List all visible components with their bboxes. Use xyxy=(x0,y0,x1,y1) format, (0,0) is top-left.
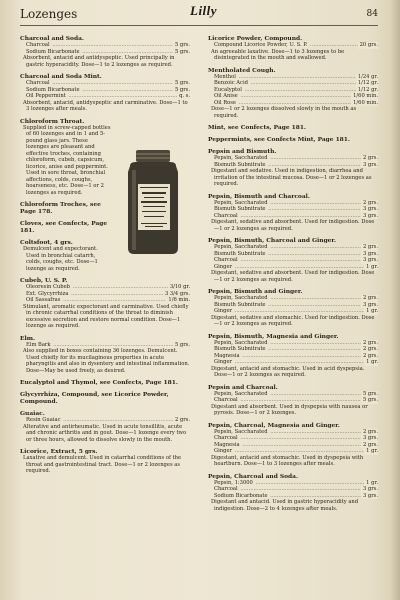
entry-title: Pepsin and Charcoal. xyxy=(208,383,278,391)
ingredient-row xyxy=(20,80,190,87)
ingredient-name: Magnesia xyxy=(214,352,240,359)
ingredient-name: Ginger xyxy=(214,448,233,454)
ingredient-row xyxy=(208,397,378,404)
page-header xyxy=(20,3,378,26)
ingredient-amount: 2 grs. xyxy=(362,199,378,206)
entry-description: Digestant, antacid and stomachic. Used in dyspepsia with heartburn. Dose—1 to 3 lozenges after meals. xyxy=(211,454,364,467)
ingredient-amount: 5 grs. xyxy=(174,341,190,348)
entry-title: Pepsin, Bismuth and Ginger. xyxy=(208,288,303,295)
ingredient-name: Oil Rose xyxy=(214,99,236,106)
entry-title: Pepsin and Bismuth. xyxy=(208,148,277,155)
entry xyxy=(20,73,190,113)
entry-title: Coltsfoot, 4 grs. xyxy=(20,239,73,246)
ingredient-name: Ext. Glycyrrhiza xyxy=(26,290,69,297)
entry-description: Also supplied in boxes containing 36 lozenges. Demulcent. Used chiefly for its mucilaginous properties in acute pharyngitis and also in dysentery and intestinal inflammation. Dose—May be used freely, as desired. xyxy=(23,348,190,374)
entry xyxy=(208,384,378,417)
right-column xyxy=(208,30,378,512)
ingredient-amount: 3 grs. xyxy=(362,492,378,499)
ingredient-amount: 5 grs. xyxy=(362,390,378,397)
ingredient-amount: 1/12 gr. xyxy=(357,80,378,86)
ingredient-name: Pepsin, Saccharated xyxy=(214,428,268,435)
ingredient-name: Charcoal xyxy=(214,257,238,263)
entry-title: Mint, see Confects, Page 181. xyxy=(208,124,306,131)
ingredient-name: Eucalyptol xyxy=(214,86,242,93)
ingredient-name: Bismuth Subnitrate xyxy=(214,206,266,212)
ingredient-row xyxy=(20,417,190,424)
ingredient-name: Pepsin, Saccharated xyxy=(214,295,268,301)
ingredient-name: Charcoal xyxy=(26,42,50,48)
entry-description: Digestant and antacid. Used in gastric hyperacidity and indigestion. Dose—2 to 4 lozenges after meals. xyxy=(211,499,359,512)
ingredient-amount: 1/60 min. xyxy=(353,99,378,106)
ingredient-amount: 2 grs. xyxy=(362,346,378,352)
entry xyxy=(208,333,378,379)
entry-description: Dose—1 or 2 lozenges dissolved slowly in the mouth as required. xyxy=(211,106,357,119)
ingredient-name: Magnesia xyxy=(214,441,240,448)
entry xyxy=(20,335,190,375)
ingredient-row xyxy=(208,448,378,455)
ingredient-name: Ginger xyxy=(214,263,233,270)
entry-title: Eucalyptol and Thymol, see Confects, Page 181. xyxy=(20,379,178,386)
ingredient-row xyxy=(208,308,378,315)
ingredient-name: Menthol xyxy=(214,73,236,80)
entry-title: Chloroform Throat. xyxy=(20,117,85,125)
ingredient-name: Sodium Bicarbonate xyxy=(26,86,80,93)
ingredient-name: Oil Anise xyxy=(214,93,238,99)
ingredient-row xyxy=(20,93,190,100)
ingredient-amount: 3 grs. xyxy=(362,486,378,492)
entry-title: Chloroform Troches, see Page 178. xyxy=(20,201,101,215)
ingredient-name: Resin Guaiac xyxy=(26,417,61,423)
entry-description: Absorbent, antacid and antidyspeptic. Used principally in gastric hyperacidity. Dose—1 to 2 lozenges as required. xyxy=(23,55,175,68)
entry-description: Digestant, sedative and stomachic. Used for indigestion. Dose—1 or 2 lozenges as required. xyxy=(211,314,375,327)
entry xyxy=(20,448,190,475)
entry-description: Digestant, sedative and absorbent. Used for indigestion. Dose—1 or 2 lozenges as required. xyxy=(211,219,375,232)
ingredient-name: Pepsin, Saccharated xyxy=(214,155,268,161)
ingredient-amount: 5 grs. xyxy=(174,86,190,93)
ingredient-amount: 3 grs. xyxy=(362,250,378,257)
ingredient-name: Bismuth Subnitrate xyxy=(214,250,266,257)
entry-description: Demulcent and expectorant. Used in bronchial catarrh, colds, coughs, etc. Dose—1 lozenge as required. xyxy=(23,246,98,272)
entry-title: Pepsin, Bismuth and Charcoal. xyxy=(208,192,310,200)
ingredient-amount: 3 grs. xyxy=(362,206,378,212)
ingredient-name: Bismuth Subnitrate xyxy=(214,346,266,352)
ingredient-name: Oleoresin Cubeb xyxy=(26,284,70,290)
entry-description: An agreeable laxative. Dose—1 to 3 lozenges to be disintegrated in the mouth and swallowed. xyxy=(211,48,345,61)
entry-title: Charcoal and Soda Mint. xyxy=(20,73,102,80)
ingredient-amount: 2 grs. xyxy=(362,295,378,301)
ingredient-amount: 1 gr. xyxy=(366,263,378,270)
ingredient-name: Benzoic Acid xyxy=(214,80,248,86)
entry-description: Laxative and demulcent. Used in catarrhal conditions of the throat and gastrointestinal tract. Dose—1 or 2 lozenges as required. xyxy=(23,455,182,474)
entry xyxy=(20,239,112,272)
ingredient-row xyxy=(208,346,378,353)
entry-title: Pepsin, Bismuth, Charcoal and Ginger. xyxy=(208,237,337,244)
ingredient-amount: 2 grs. xyxy=(362,339,378,346)
ingredient-row xyxy=(208,435,378,442)
entry-description: Digestant and sedative. Used in indigestion, diarrhea and irritation of the intestinal mucosa. Dose—1 or 2 lozenges as required. xyxy=(211,168,372,187)
entry-title: Cubeb, U. S. P. xyxy=(20,277,68,284)
page-number: 84 xyxy=(366,9,378,19)
ingredient-amount: 3 grs. xyxy=(362,301,378,308)
ingredient-amount: 1/6 min. xyxy=(168,297,190,303)
ingredient-amount: 5 grs. xyxy=(174,80,190,86)
ingredient-row xyxy=(208,295,378,302)
ingredient-name: Charcoal xyxy=(26,80,50,86)
ingredient-amount: 5 grs. xyxy=(174,48,190,55)
ingredient-row xyxy=(208,486,378,493)
ingredient-amount: 1/60 min. xyxy=(353,93,378,99)
section-title: Lozenges xyxy=(20,7,78,21)
ingredient-row xyxy=(208,42,378,49)
entry-description: Absorbent, antacid, antidyspeptic and carminative. Dose—1 to 3 lozenges after meals. xyxy=(23,99,188,112)
ingredient-amount: 5 grs. xyxy=(174,42,190,48)
entry-description: Alterative and antirheumatic. Used in acute tonsillitis, acute and chronic arthritis and in gout. Dose—1 lozenge every two or three hours, allowed to dissolve slowly in the mouth. xyxy=(23,423,187,443)
ingredient-name: Ginger xyxy=(214,308,233,314)
entry-title: Pepsin, Charcoal, Magnesia and Ginger. xyxy=(208,421,340,429)
ingredient-amount: 3 grs. xyxy=(362,161,378,168)
entry xyxy=(20,201,112,215)
entry xyxy=(20,379,190,386)
lozenge-bottle-image xyxy=(116,148,190,256)
ingredient-row xyxy=(20,42,190,49)
ingredient-amount: 3 grs. xyxy=(362,212,378,219)
entry-title: Cloves, see Confects, Page 181. xyxy=(20,220,108,234)
ingredient-amount: 1/12 gr. xyxy=(357,86,378,93)
bottle-cap xyxy=(136,150,170,162)
entry-title: Mentholated Cough. xyxy=(208,66,276,74)
ingredient-row xyxy=(208,244,378,251)
entry-title: Charcoal and Soda. xyxy=(20,35,84,42)
entry xyxy=(20,35,190,68)
ingredient-name: Bismuth Subnitrate xyxy=(214,301,266,308)
ingredient-row xyxy=(208,359,378,366)
entry xyxy=(208,67,378,120)
ingredient-row xyxy=(208,206,378,213)
ingredient-name: Oil Sassafras xyxy=(26,297,61,303)
ingredient-name: Sodium Bicarbonate xyxy=(214,492,268,499)
entry xyxy=(20,410,190,443)
ingredient-amount: 3/10 gr. xyxy=(169,284,190,290)
ingredient-name: Sodium Bicarbonate xyxy=(26,48,80,55)
entry-title: Pepsin, Charcoal and Soda. xyxy=(208,472,299,480)
ingredient-name: Elm Bark xyxy=(26,341,51,348)
ingredient-amount: 1 gr. xyxy=(366,308,378,314)
ingredient-name: Pepsin, 1:3000 xyxy=(214,479,253,486)
ingredient-name: Compound Licorice Powder, U. S. P. xyxy=(214,42,308,48)
ingredient-amount: 2 grs. xyxy=(362,428,378,435)
ingredient-name: Pepsin, Saccharated xyxy=(214,390,268,397)
entry-title: Guaiac. xyxy=(20,410,45,417)
entry xyxy=(208,193,378,233)
ingredient-amount: 2 grs. xyxy=(362,244,378,250)
ingredient-amount: 5 grs. xyxy=(362,397,378,403)
entry xyxy=(208,288,378,328)
entry-description: Digestant, antacid and stomachic. Used in acid dyspepsia. Dose—1 or 2 lozenges as required. xyxy=(211,365,365,378)
ingredient-name: Pepsin, Saccharated xyxy=(214,199,268,206)
ingredient-name: Charcoal xyxy=(214,486,238,492)
ingredient-amount: q. s. xyxy=(179,93,190,99)
ingredient-amount: 2 grs. xyxy=(174,417,190,423)
entry-title: Peppermints, see Confects Mint, Page 181. xyxy=(208,136,350,143)
entry xyxy=(208,136,378,143)
entry-title: Glycyrrhiza, Compound, see Licorice Powder, Compound. xyxy=(20,391,169,405)
ingredient-amount: 1/24 gr. xyxy=(357,73,378,80)
entry xyxy=(208,35,378,62)
entry-description: Stimulant, aromatic expectorant and carminative. Used chiefly in chronic catarrhal conditions of the throat to diminish excessive secretion and restore normal condition. Dose—1 lozenge as required. xyxy=(23,303,189,329)
ingredient-amount: 20 grs. xyxy=(359,42,378,48)
ingredient-name: Oil Peppermint xyxy=(26,93,66,99)
entry-title: Licorice, Extract, 5 grs. xyxy=(20,448,98,455)
ingredient-amount: 3 grs. xyxy=(362,257,378,263)
entry xyxy=(20,277,190,330)
ingredient-amount: 1 gr. xyxy=(366,448,378,454)
ingredient-amount: 1 gr. xyxy=(366,359,378,365)
ingredient-name: Bismuth Subnitrate xyxy=(214,161,266,168)
entry xyxy=(208,237,378,283)
entry-title: Licorice Powder, Compound. xyxy=(208,35,303,42)
entry xyxy=(208,473,378,513)
ingredient-amount: 3 grs. xyxy=(362,435,378,441)
entry-description: Supplied in screw-capped bottles of 60 lozenges and in 1 and 5-pound glass jars. These lozenges are pleasant and effective troches, containing chloroform, cubeb, capsicum, licorice, anise and peppermint. Used in sore throat, bronchial affections, colds, coughs, hoarseness, etc. Dose—1 or 2 lozenges as required. xyxy=(23,124,111,196)
lilly-logo: Lilly xyxy=(190,3,218,18)
entry-title: Pepsin, Bismuth, Magnesia and Ginger. xyxy=(208,332,339,340)
ingredient-amount: 2 grs. xyxy=(362,352,378,359)
ingredient-row xyxy=(20,297,190,304)
entry xyxy=(208,148,378,188)
ingredient-name: Pepsin, Saccharated xyxy=(214,244,268,250)
ingredient-row xyxy=(208,257,378,264)
ingredient-amount: 2 grs. xyxy=(362,441,378,448)
ingredient-amount: 3 3/4 grs. xyxy=(164,290,190,297)
ingredient-amount: 1 gr. xyxy=(366,479,378,486)
entry xyxy=(20,118,112,197)
ingredient-name: Charcoal xyxy=(214,212,238,219)
entry-title: Elm. xyxy=(20,334,36,342)
entry-description: Digestant, sedative and absorbent. Used for indigestion. Dose—1 or 2 lozenges as required. xyxy=(211,270,375,283)
entry xyxy=(208,422,378,468)
entry xyxy=(208,124,378,131)
entry xyxy=(20,391,190,405)
ingredient-row xyxy=(208,155,378,162)
ingredient-name: Charcoal xyxy=(214,435,238,441)
ingredient-row xyxy=(208,80,378,87)
ingredient-name: Charcoal xyxy=(214,397,238,403)
entry-description: Digestant and absorbent. Used in dyspepsia with nausea or pyrosis. Dose—1 or 2 lozenges. xyxy=(211,403,368,416)
ingredient-amount: 2 grs. xyxy=(362,155,378,161)
ingredient-name: Ginger xyxy=(214,359,233,365)
entry xyxy=(20,220,112,234)
ingredient-name: Pepsin, Saccharated xyxy=(214,339,268,346)
